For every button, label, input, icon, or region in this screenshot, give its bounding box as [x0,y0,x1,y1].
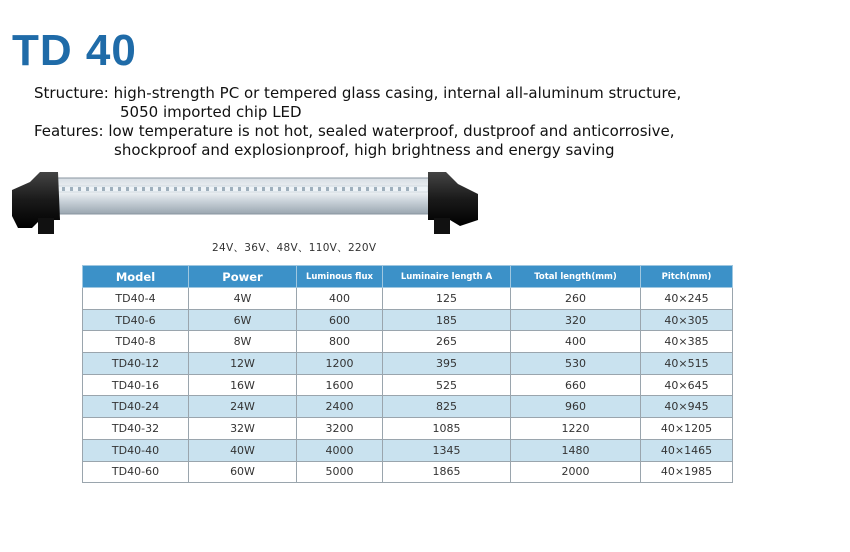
tube-body [50,178,435,214]
cell-pitch: 40×1985 [641,461,733,483]
cell-luminous-flux: 600 [297,309,383,331]
cell-model: TD40-60 [83,461,189,483]
cell-total-length: 1480 [511,439,641,461]
table-header-row [83,266,733,288]
specification-table [82,265,733,483]
cell-luminous-flux: 1600 [297,374,383,396]
table-row [83,353,733,375]
cell-luminaire-length: 125 [383,288,511,310]
cell-luminaire-length: 525 [383,374,511,396]
cell-power: 32W [189,418,297,440]
table-row [83,288,733,310]
cell-model: TD40-12 [83,353,189,375]
features-line-2: shockproof and explosionproof, high brightness and energy saving [114,141,615,159]
cell-model: TD40-32 [83,418,189,440]
header-power: Power [189,266,297,288]
cell-luminaire-length: 825 [383,396,511,418]
cell-total-length: 530 [511,353,641,375]
right-clamp [434,218,450,234]
cell-pitch: 40×245 [641,288,733,310]
cell-total-length: 320 [511,309,641,331]
cell-luminaire-length: 1085 [383,418,511,440]
table-row [83,439,733,461]
cell-luminous-flux: 2400 [297,396,383,418]
table-row [83,374,733,396]
left-clamp [38,218,54,234]
right-end-cap [428,172,478,226]
cell-luminaire-length: 265 [383,331,511,353]
cell-power: 40W [189,439,297,461]
cell-power: 8W [189,331,297,353]
cell-power: 16W [189,374,297,396]
header-pitch: Pitch(mm) [641,266,733,288]
header-model: Model [83,266,189,288]
cell-luminaire-length: 1345 [383,439,511,461]
cell-model: TD40-6 [83,309,189,331]
cell-luminous-flux: 4000 [297,439,383,461]
cell-pitch: 40×1465 [641,439,733,461]
header-total-length: Total length(mm) [511,266,641,288]
product-description [34,84,834,160]
cell-power: 24W [189,396,297,418]
cell-model: TD40-16 [83,374,189,396]
cell-total-length: 400 [511,331,641,353]
structure-line-2: 5050 imported chip LED [120,103,302,121]
cell-luminaire-length: 1865 [383,461,511,483]
cell-luminaire-length: 395 [383,353,511,375]
header-luminous-flux: Luminous flux [297,266,383,288]
cell-pitch: 40×385 [641,331,733,353]
voltage-options: 24V、36V、48V、110V、220V [212,242,377,254]
cell-pitch: 40×645 [641,374,733,396]
table-row [83,396,733,418]
cell-pitch: 40×945 [641,396,733,418]
cell-luminous-flux: 5000 [297,461,383,483]
cell-power: 12W [189,353,297,375]
cell-total-length: 960 [511,396,641,418]
cell-total-length: 260 [511,288,641,310]
cell-power: 60W [189,461,297,483]
cell-pitch: 40×515 [641,353,733,375]
table-row [83,461,733,483]
cell-model: TD40-40 [83,439,189,461]
cell-luminous-flux: 400 [297,288,383,310]
table-row [83,418,733,440]
cell-total-length: 660 [511,374,641,396]
table-row [83,331,733,353]
led-strip [58,186,428,192]
structure-line-1: Structure: high-strength PC or tempered glass casing, internal all-aluminum structure, [34,84,682,102]
cell-total-length: 2000 [511,461,641,483]
cell-luminaire-length: 185 [383,309,511,331]
cell-power: 4W [189,288,297,310]
cell-pitch: 40×305 [641,309,733,331]
led-tube-lamp-image [10,168,480,240]
header-luminaire-length: Luminaire length A [383,266,511,288]
table-row [83,309,733,331]
cell-luminous-flux: 800 [297,331,383,353]
page-title: TD 40 [12,26,137,75]
cell-pitch: 40×1205 [641,418,733,440]
features-line-1: Features: low temperature is not hot, sealed waterproof, dustproof and anticorrosive, [34,122,675,140]
cell-model: TD40-4 [83,288,189,310]
cell-luminous-flux: 1200 [297,353,383,375]
cell-power: 6W [189,309,297,331]
cell-model: TD40-24 [83,396,189,418]
cell-total-length: 1220 [511,418,641,440]
cell-luminous-flux: 3200 [297,418,383,440]
cell-model: TD40-8 [83,331,189,353]
